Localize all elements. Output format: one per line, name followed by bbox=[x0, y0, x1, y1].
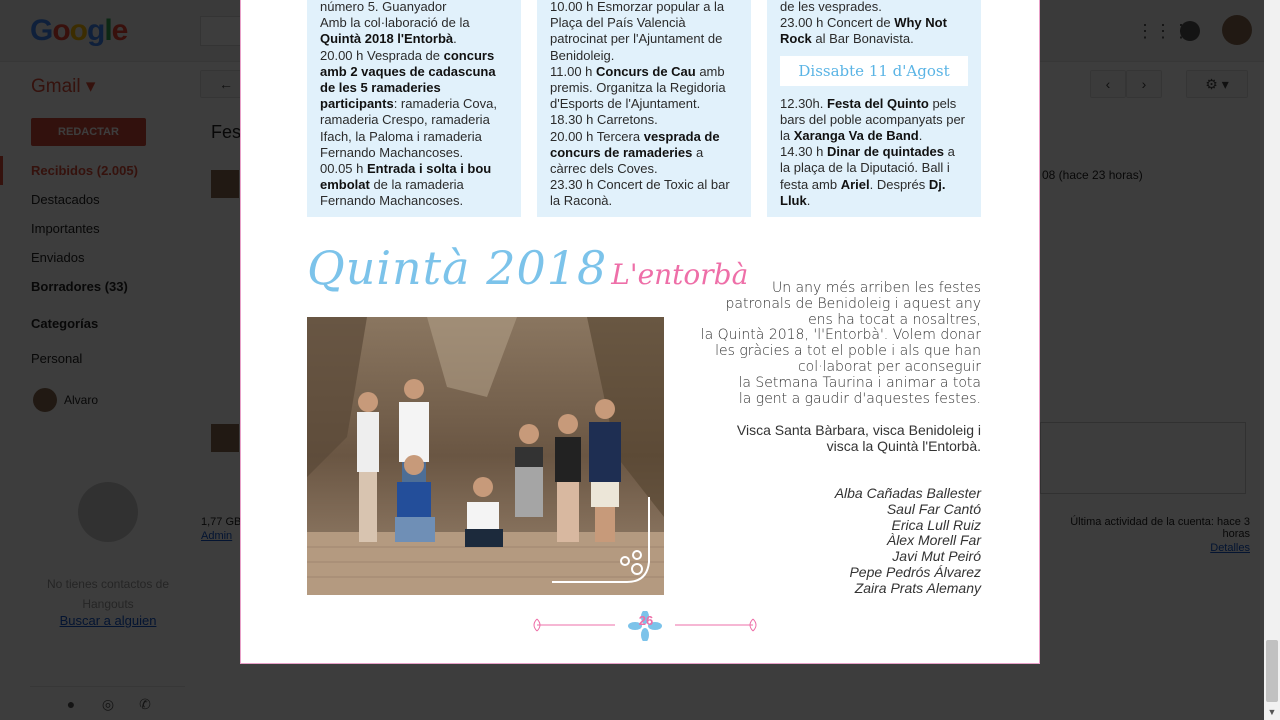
page-number: 26 bbox=[638, 613, 654, 628]
slogan-paragraph: Visca Santa Bàrbara, visca Benidoleig i visca la Quintà l'Entorbà. bbox=[736, 422, 981, 454]
scrollbar-thumb[interactable] bbox=[1266, 640, 1278, 702]
page-number-ornament bbox=[531, 611, 759, 641]
member-name: Zaira Prats Alemany bbox=[854, 579, 981, 596]
group-photo-illustration bbox=[307, 317, 664, 595]
member-name: Àlex Morell Far bbox=[886, 532, 981, 549]
member-name: Javi Mut Peiró bbox=[892, 548, 981, 565]
member-name: Saul Far Cantó bbox=[886, 500, 981, 517]
col3-top-line: de les vesprades. bbox=[780, 0, 882, 14]
day-banner: Dissabte 11 d'Agost bbox=[780, 56, 968, 86]
document-page bbox=[240, 0, 1040, 664]
program-column-2: 10.00 h Esmorzar popular a la Plaça del País Valencià patrocinat per l'Ajuntament de Benidoleig. 11.00 h Concurs de Cau amb premis. Organitza la Regidoria d'Esports de l'Ajuntament. 18.30 h Carretons. 20.00 h Tercera vesprada de concurs de ramaderies a càrrec dels Coves. 23.30 h Concert de Toxic al bar la Raconà. bbox=[537, 0, 751, 217]
scroll-down-arrow-icon[interactable]: ▼ bbox=[1267, 707, 1277, 717]
program-column-1: número 5. Guanyador Amb la col·laboració de la Quintà 2018 l'Entorbà. 20.00 h Vesprada de concurs amb 2 vaques de cadascuna de les 5 ramaderies participants: ramaderia Cova, ramaderia Crespo, ramaderia Ifach, la Paloma i ramaderia Fernando Machancoses. 00.05 h Entrada i solta i bou embolat de la ramaderia Fernando Machancoses. bbox=[307, 0, 521, 217]
intro-paragraph: Un any més arriben les festes patronals de Benidoleig i aquest any ens ha tocat a nosaltres, la Quintà 2018, 'l'Entorbà'. Volem donar les gràcies a tot el poble i als que han col·laborat per aconseguir la Setmana Taurina i animar a tota la gent a gaudir d'aquestes festes. bbox=[700, 280, 981, 407]
program-column-3: de les vesprades. 23.00 h Concert de Why Not Rock al Bar Bonavista. Dissabte 11 d'Agost 12.30h. Festa del Quinto pels bars del poble acompanyats per la Xaranga Va de Band. 14.30 h Dinar de quintades a la plaça de la Diputació. Ball i festa amb Ariel. Després Dj. Lluk. bbox=[767, 0, 981, 217]
col1-top-line: número 5. Guanyador bbox=[320, 0, 447, 14]
scrollbar-track[interactable] bbox=[1264, 0, 1280, 720]
quinta-title bbox=[307, 241, 748, 295]
member-name: Erica Lull Ruiz bbox=[891, 516, 981, 533]
member-name: Alba Cañadas Ballester bbox=[834, 485, 981, 501]
title-sub: L'entorbà bbox=[611, 258, 749, 291]
title-main: Quintà 2018 bbox=[307, 241, 608, 295]
group-photo bbox=[307, 317, 664, 595]
col2-top-line: 10.00 h Esmorzar popular a la bbox=[550, 0, 725, 14]
member-name: Pepe Pedrós Álvarez bbox=[849, 563, 981, 580]
member-names-list bbox=[693, 486, 981, 597]
